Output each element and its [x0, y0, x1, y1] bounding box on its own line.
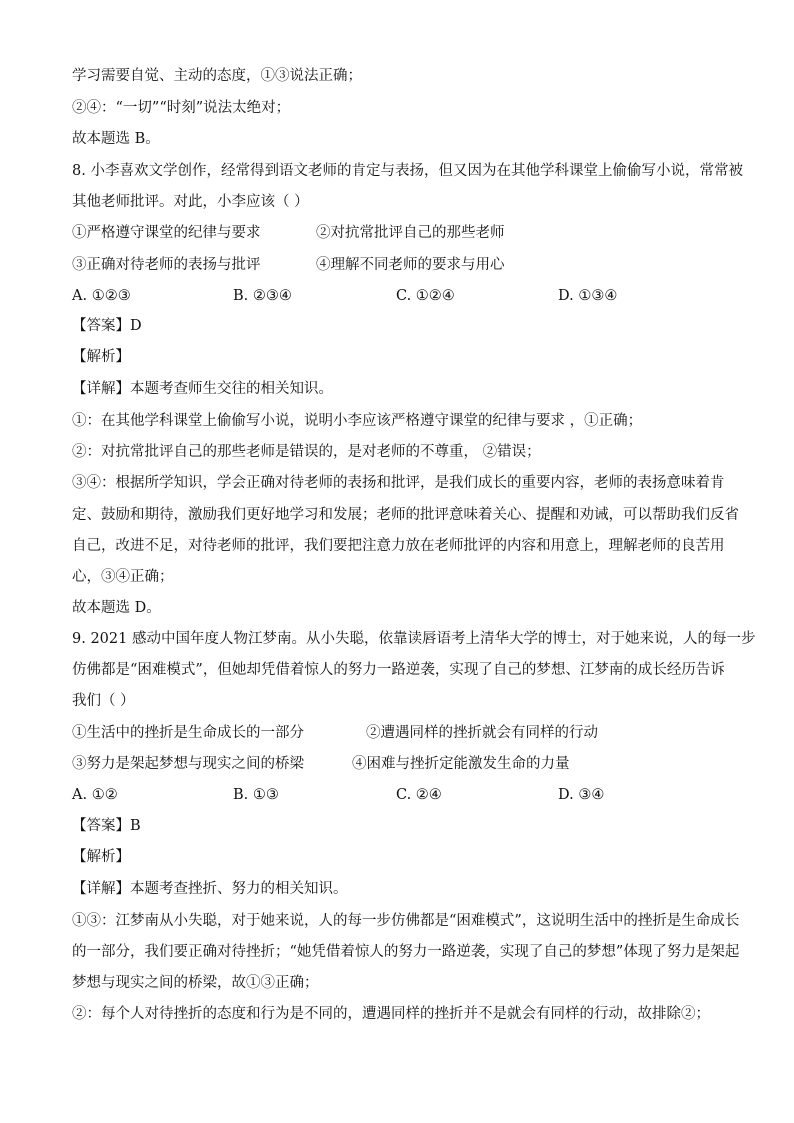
q9-stem-line-2: 仿佛都是“困难模式”，但她却凭借着惊人的努力一路逆袭，实现了自己的梦想、江梦南的成长经历告诉 [72, 662, 725, 678]
q9-detail: 【详解】本题考查挫折、努力的相关知识。 [72, 881, 348, 897]
intro-line-2: ②④：“一切”“时刻”说法太绝对； [72, 100, 291, 116]
intro-line-1: 学习需要自觉、主动的态度，①③说法正确； [72, 68, 362, 84]
q9-statement-4: ④困难与挫折定能激发生命的力量 [352, 756, 570, 772]
q9-option-d: D. ③④ [558, 787, 605, 803]
q9-explanation-2: ②：每个人对待挫折的态度和行为是不同的，遭遇同样的挫折并不是就会有同样的行动，故排除②； [72, 1006, 710, 1022]
q9-statement-3: ③努力是架起梦想与现实之间的桥梁 [72, 756, 304, 772]
q8-stem-line-2: 其他老师批评。对此，小李应该（ ） [72, 194, 309, 210]
q9-answer: 【答案】B [72, 818, 141, 834]
q9-stem-line-1: 9. 2021 感动中国年度人物江梦南。从小失聪，依靠读唇语考上清华大学的博士，对于她来说，人的每一步 [72, 631, 756, 647]
q8-explanation-2: ②：对抗常批评自己的那些老师是错误的，是对老师的不尊重， ②错误； [72, 444, 541, 460]
q9-statement-2: ②遭遇同样的挫折就会有同样的行动 [366, 725, 598, 741]
q9-analysis-label: 【解析】 [72, 849, 130, 865]
q8-explanation-1: ①：在其他学科课堂上偷偷写小说，说明小李应该严格遵守课堂的纪律与要求 ，①正确； [72, 413, 643, 429]
q9-explanation-1-line-3: 梦想与现实之间的桥梁，故①③正确； [72, 975, 319, 991]
q9-statement-1: ①生活中的挫折是生命成长的一部分 [72, 725, 304, 741]
q9-stem-line-3: 我们（ ） [72, 693, 135, 709]
q9-option-b: B. ①③ [233, 787, 279, 803]
q8-option-a: A. ①②③ [72, 288, 131, 304]
q8-explanation-3-line-2: 定、鼓励和期待，激励我们更好地学习和发展；老师的批评意味着关心、提醒和劝诫，可以帮助我们反省 [72, 507, 739, 523]
q8-statement-2: ②对抗常批评自己的那些老师 [316, 225, 505, 241]
q8-answer: 【答案】D [72, 318, 142, 334]
intro-conclusion: 故本题选 B。 [72, 131, 160, 147]
q9-explanation-1-line-1: ①③：江梦南从小失聪，对于她来说，人的每一步仿佛都是“困难模式”，这说明生活中的挫折是生命成长 [72, 913, 740, 929]
q8-detail: 【详解】本题考查师生交往的相关知识。 [72, 381, 333, 397]
q8-stem-line-1: 8. 小李喜欢文学创作，经常得到语文老师的肯定与表扬，但又因为在其他学科课堂上偷偷写小说，常常被 [72, 163, 743, 179]
q8-option-c: C. ①②④ [396, 288, 455, 304]
q9-option-a: A. ①② [72, 787, 118, 803]
q8-option-d: D. ①③④ [558, 288, 618, 304]
q9-option-c: C. ②④ [396, 787, 442, 803]
q8-statement-3: ③正确对待老师的表扬与批评 [72, 257, 261, 273]
q8-analysis-label: 【解析】 [72, 349, 130, 365]
q8-statement-1: ①严格遵守课堂的纪律与要求 [72, 225, 261, 241]
q8-option-b: B. ②③④ [233, 288, 292, 304]
q8-explanation-3-line-4: 心，③④正确； [72, 569, 174, 585]
q8-explanation-3-line-3: 自己，改进不足，对待老师的批评，我们要把注意力放在老师批评的内容和用意上，理解老师的良苦用 [72, 538, 725, 554]
q8-explanation-3-line-1: ③④：根据所学知识，学会正确对待老师的表扬和批评，是我们成长的重要内容，老师的表扬意味着肯 [72, 475, 725, 491]
q8-statement-4: ④理解不同老师的要求与用心 [316, 257, 505, 273]
q8-conclusion: 故本题选 D。 [72, 600, 161, 616]
q9-explanation-1-line-2: 的一部分，我们要正确对待挫折；“她凭借着惊人的努力一路逆袭，实现了自己的梦想”体现了努力是架起 [72, 944, 740, 960]
